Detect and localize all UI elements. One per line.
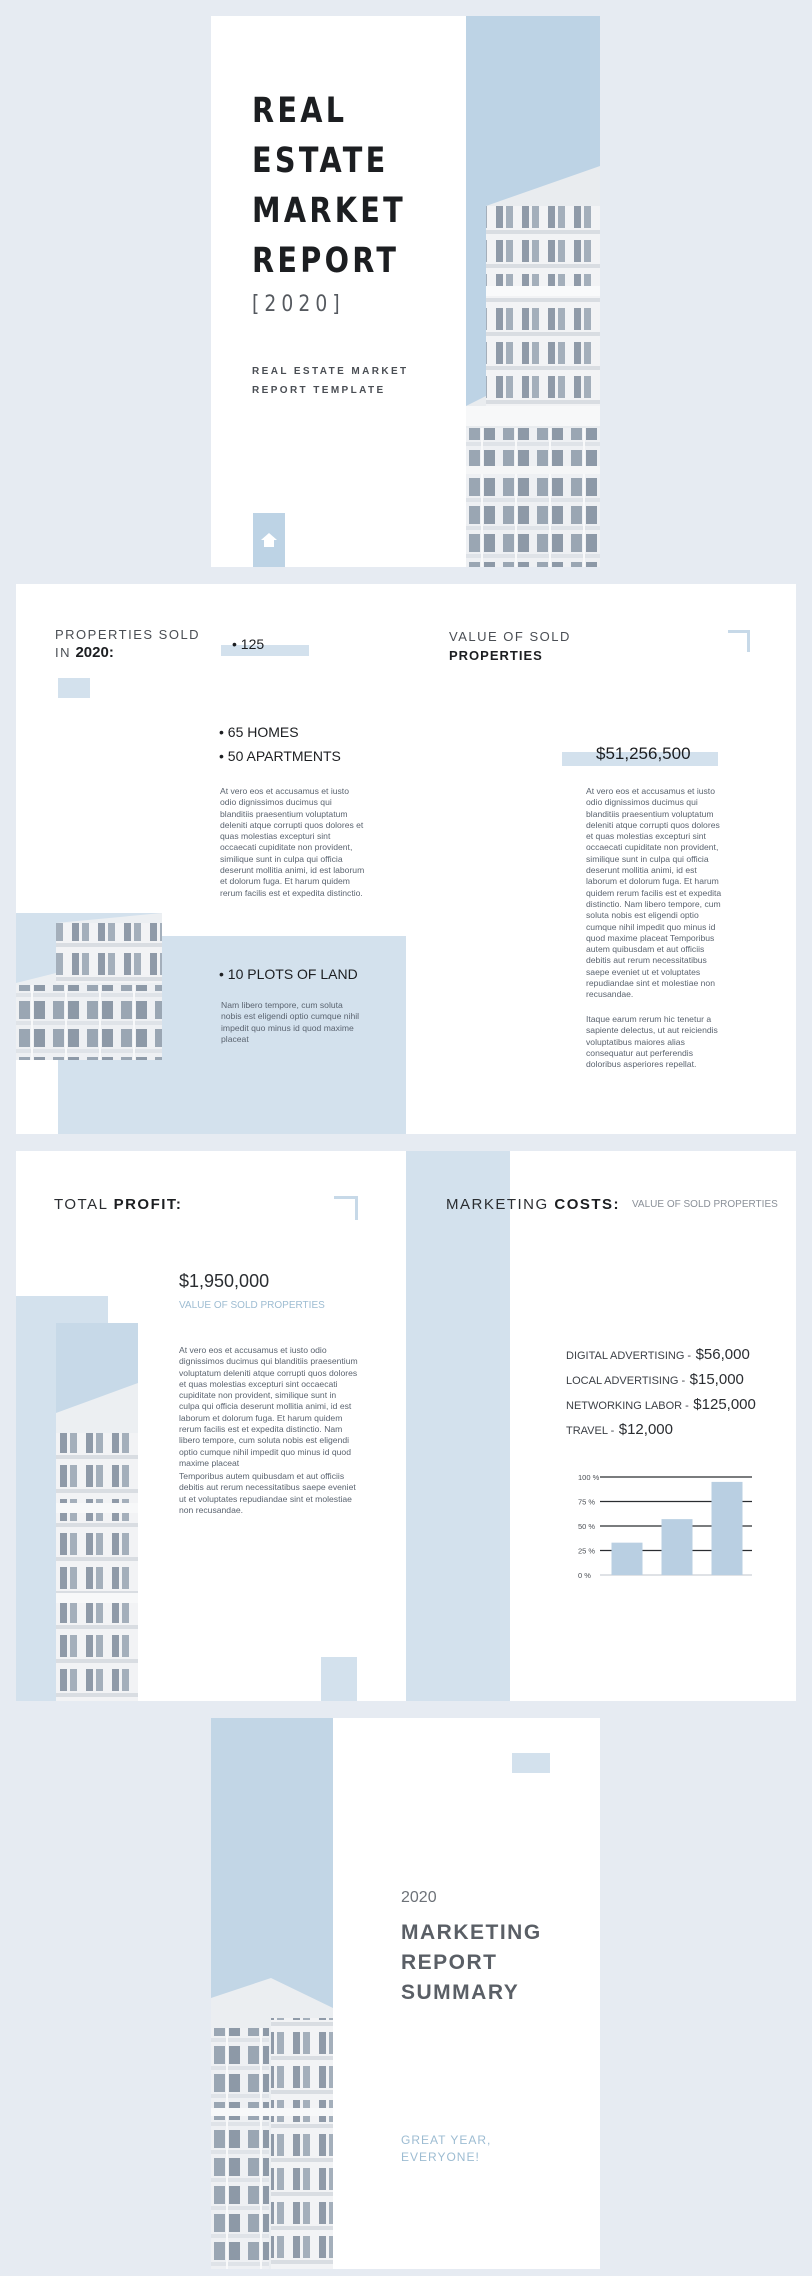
cover-building-image <box>466 166 600 567</box>
summary-title-line: SUMMARY <box>401 1981 520 2004</box>
body-text-land: Nam libero tempore, cum soluta nobis est eligendi optio cumque nihil impedit quo minus id quod maxime placeat <box>221 1000 360 1044</box>
body-text-left: At vero eos et accusamus et iusto odio dignissimos ducimus qui blanditiis praesentium voluptatum deleniti atque corrupti quos dolores et quas molestias excepturi sint occaecati cupiditate non provident, similique sunt in culpa qui officia deserunt mollitia animi, id est laborum et dolorum fuga. Et harum quidem rerum facilis est et expedita distinctio. <box>220 786 365 898</box>
chart-y-tick-label: 0 % <box>578 1571 591 1580</box>
chart-y-tick-label: 75 % <box>578 1497 596 1507</box>
summary-title-line: MARKETING <box>401 1921 542 1944</box>
value-heading <box>449 627 571 665</box>
cost-label: TRAVEL - <box>566 1425 615 1437</box>
cover-title-line: MARKET <box>252 191 406 231</box>
value-heading-line: PROPERTIES <box>449 648 543 663</box>
land-building-image <box>16 913 162 1060</box>
cover-year: [2020] <box>252 292 345 317</box>
summary-tagline <box>401 2132 491 2166</box>
chart-bar <box>612 1543 643 1575</box>
stat-apartments: • 50 APARTMENTS <box>219 748 341 764</box>
summary-building-image <box>211 1958 333 2269</box>
cost-item <box>566 1393 756 1418</box>
corner-mark <box>728 630 750 652</box>
cover-title <box>252 86 440 286</box>
marketing-accent-panel <box>406 1151 510 1701</box>
profit-spread <box>16 1151 796 1701</box>
cost-label: DIGITAL ADVERTISING - <box>566 1350 692 1362</box>
cover-title-line: REAL <box>252 91 348 131</box>
cost-item <box>566 1368 756 1393</box>
profit-heading <box>54 1196 182 1213</box>
corner-mark <box>334 1196 358 1220</box>
cost-label: LOCAL ADVERTISING - <box>566 1375 686 1387</box>
cost-amount: $12,000 <box>618 1421 673 1438</box>
profit-body-2: Temporibus autem quibusdam et aut officiis debitis aut rerum necessitatibus saepe eveniet ut et voluptates repudiandae sint et molestiae non recusandae. <box>179 1471 356 1515</box>
properties-heading <box>55 626 200 663</box>
cost-list <box>566 1343 756 1443</box>
cover-title-line: REPORT <box>252 241 400 281</box>
summary-title <box>401 1918 542 2008</box>
marketing-caption: VALUE OF SOLD PROPERTIES <box>632 1199 778 1210</box>
cover-title-line: ESTATE <box>252 141 389 181</box>
cost-label: NETWORKING LABOR - <box>566 1400 689 1412</box>
summary-accent-block <box>512 1753 550 1773</box>
body-text-right-2: Itaque earum rerum hic tenetur a sapiente delectus, ut aut reiciendis voluptatibus maiores alias consequatur aut perferendis doloribus asperiores repellat. <box>586 1014 718 1070</box>
chart-y-tick-label: 100 % <box>578 1473 600 1482</box>
cost-bar-chart <box>536 1469 756 1584</box>
value-amount: $51,256,500 <box>596 744 691 763</box>
properties-spread <box>16 584 796 1134</box>
cost-item <box>566 1343 756 1368</box>
chart-y-tick-label: 50 % <box>578 1522 596 1531</box>
summary-year: 2020 <box>401 1889 437 1906</box>
profit-amount: $1,950,000 <box>179 1271 270 1291</box>
profit-heading-light: TOTAL <box>54 1196 108 1213</box>
properties-in: IN <box>55 645 71 660</box>
cost-amount: $125,000 <box>693 1396 756 1413</box>
home-icon <box>260 531 278 549</box>
chart-y-tick-label: 25 % <box>578 1546 596 1556</box>
cost-amount: $56,000 <box>695 1346 750 1363</box>
cover-subtitle-line: REAL ESTATE MARKET <box>252 366 409 377</box>
summary-tagline-line: GREAT YEAR, <box>401 2133 492 2147</box>
cost-item <box>566 1418 756 1443</box>
summary-tagline-line: EVERYONE! <box>401 2150 480 2164</box>
home-badge <box>253 513 285 567</box>
profit-heading-bold: PROFIT: <box>113 1196 183 1213</box>
stat-land: • 10 PLOTS OF LAND <box>219 966 358 982</box>
profit-small-block <box>321 1657 357 1701</box>
summary-title-line: REPORT <box>401 1951 498 1974</box>
chart-bar <box>712 1482 743 1575</box>
stat-125: • 125 <box>232 636 265 652</box>
cover-page <box>211 16 600 567</box>
cover-subtitle-line: REPORT TEMPLATE <box>252 385 386 396</box>
value-heading-line: VALUE OF SOLD <box>449 629 571 644</box>
accent-block <box>58 678 90 698</box>
marketing-heading <box>446 1196 620 1213</box>
summary-page <box>211 1718 600 2269</box>
stat-homes: • 65 HOMES <box>219 724 299 740</box>
properties-heading-line: PROPERTIES SOLD <box>55 627 201 642</box>
cost-amount: $15,000 <box>689 1371 744 1388</box>
profit-caption: VALUE OF SOLD PROPERTIES <box>179 1300 325 1311</box>
profit-body: At vero eos et accusamus et iusto odio dignissimos ducimus qui blanditiis praesentium voluptatum deleniti atque corrupti quos dolores et quas molestias excepturi sint occaecati cupiditate non provident, similique sunt in culpa qui officia deserunt mollitia animi, id est laborum et dolorum fuga. Et harum quidem rerum facilis est et expedita distinctio. Nam libero tempore, cum soluta nobis est eligendi optio cumque nihil impedit quo minus id quod maxime placeat <box>179 1345 358 1468</box>
profit-building-image <box>56 1323 138 1701</box>
marketing-heading-light: MARKETING <box>446 1196 549 1213</box>
chart-bar <box>662 1519 693 1575</box>
properties-year: 2020: <box>75 644 114 661</box>
properties-heading-year-line <box>55 643 200 663</box>
body-text-right: At vero eos et accusamus et iusto odio dignissimos ducimus qui blanditiis praesentium voluptatum deleniti atque corrupti quos dolores et quas molestias excepturi sint occaecati cupiditate non provident, similique sunt in culpa qui officia deserunt mollitia animi, id est laborum et dolorum fuga. Et harum quidem rerum facilis est et expedita distinctio. Nam libero tempore, cum soluta nobis est eligendi optio cumque nihil impedit quo minus id quod maxime placeat Temporibus autem quibusdam et aut officiis debitis aut rerum necessitatibus saepe eveniet ut et voluptates repudiandae sint et molestiae non recusandae. <box>586 786 722 1000</box>
cover-subtitle <box>252 362 409 400</box>
marketing-heading-bold: COSTS: <box>554 1196 621 1213</box>
